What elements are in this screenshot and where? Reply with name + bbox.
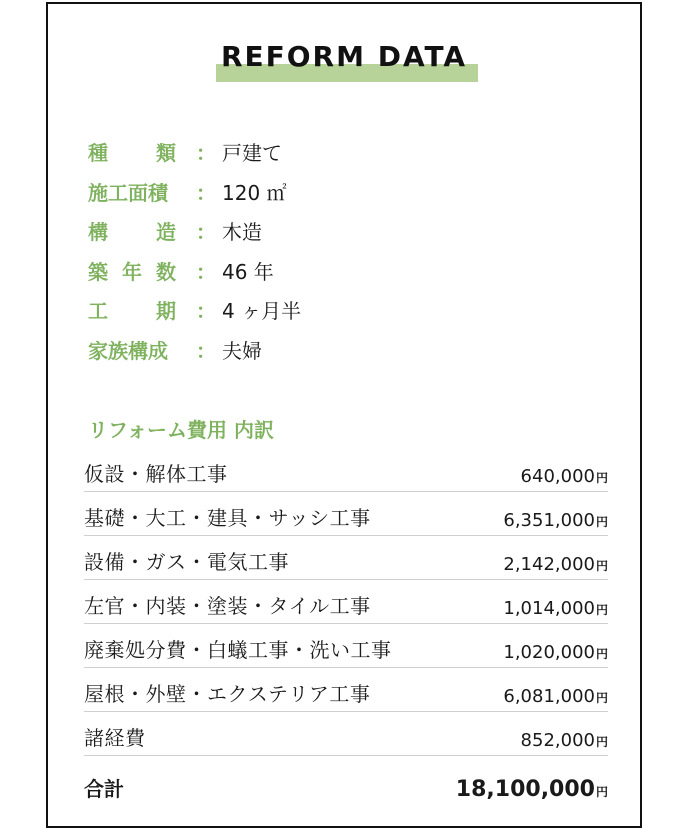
reform-data-card	[46, 2, 642, 828]
cost-table	[84, 448, 608, 804]
spec-label: 築 年 数	[88, 259, 176, 284]
spec-colon: ：	[196, 220, 216, 245]
cost-item: 左官・内装・塗装・タイル工事	[84, 594, 371, 618]
cost-amount: 2,142,000円	[503, 554, 608, 575]
cost-item: 諸経費	[84, 726, 146, 750]
cost-amount: 6,081,000円	[503, 686, 608, 707]
cost-item: 屋根・外壁・エクステリア工事	[84, 682, 371, 706]
cost-row	[84, 492, 608, 536]
cost-row	[84, 448, 608, 492]
cost-item: 廃棄処分費・白蟻工事・洗い工事	[84, 638, 392, 662]
spec-row-structure	[88, 211, 301, 251]
spec-colon: ：	[196, 299, 216, 324]
spec-row-period	[88, 290, 301, 330]
spec-colon: ：	[196, 180, 216, 205]
cost-item: 設備・ガス・電気工事	[84, 550, 289, 574]
spec-row-type	[88, 132, 301, 172]
spec-value: 戸建て	[222, 141, 282, 166]
spec-row-area	[88, 172, 301, 212]
total-amount: 18,100,000円	[455, 777, 608, 802]
spec-colon: ：	[196, 141, 216, 166]
spec-value: 4 ヶ月半	[222, 299, 302, 324]
cost-amount: 1,014,000円	[503, 598, 608, 619]
spec-label: 家族構成	[88, 338, 168, 363]
cost-section-title: リフォーム費用 内訳	[88, 418, 274, 442]
spec-value: 120 ㎡	[222, 180, 287, 205]
page-title: REFORM DATA	[220, 40, 468, 73]
spec-label: 構 造	[88, 220, 176, 245]
spec-label: 施工面積	[88, 180, 168, 205]
spec-colon: ：	[196, 259, 216, 284]
spec-value: 木造	[222, 220, 262, 245]
cost-row	[84, 580, 608, 624]
total-row	[84, 756, 608, 804]
spec-value: 46 年	[222, 259, 274, 284]
cost-row	[84, 536, 608, 580]
cost-item: 基礎・大工・建具・サッシ工事	[84, 506, 371, 530]
spec-colon: ：	[196, 338, 216, 363]
cost-amount: 6,351,000円	[503, 510, 608, 531]
cost-amount: 1,020,000円	[503, 642, 608, 663]
cost-amount: 852,000円	[520, 730, 608, 751]
cost-row	[84, 712, 608, 756]
spec-list	[88, 132, 301, 369]
spec-label: 工 期	[88, 299, 176, 324]
spec-label: 種 類	[88, 141, 176, 166]
cost-amount: 640,000円	[520, 466, 608, 487]
spec-value: 夫婦	[222, 338, 262, 363]
cost-row	[84, 624, 608, 668]
spec-row-family	[88, 330, 301, 370]
title-block	[48, 40, 640, 73]
cost-item: 仮設・解体工事	[84, 462, 228, 486]
cost-row	[84, 668, 608, 712]
total-label: 合計	[84, 777, 124, 801]
spec-row-age	[88, 251, 301, 291]
